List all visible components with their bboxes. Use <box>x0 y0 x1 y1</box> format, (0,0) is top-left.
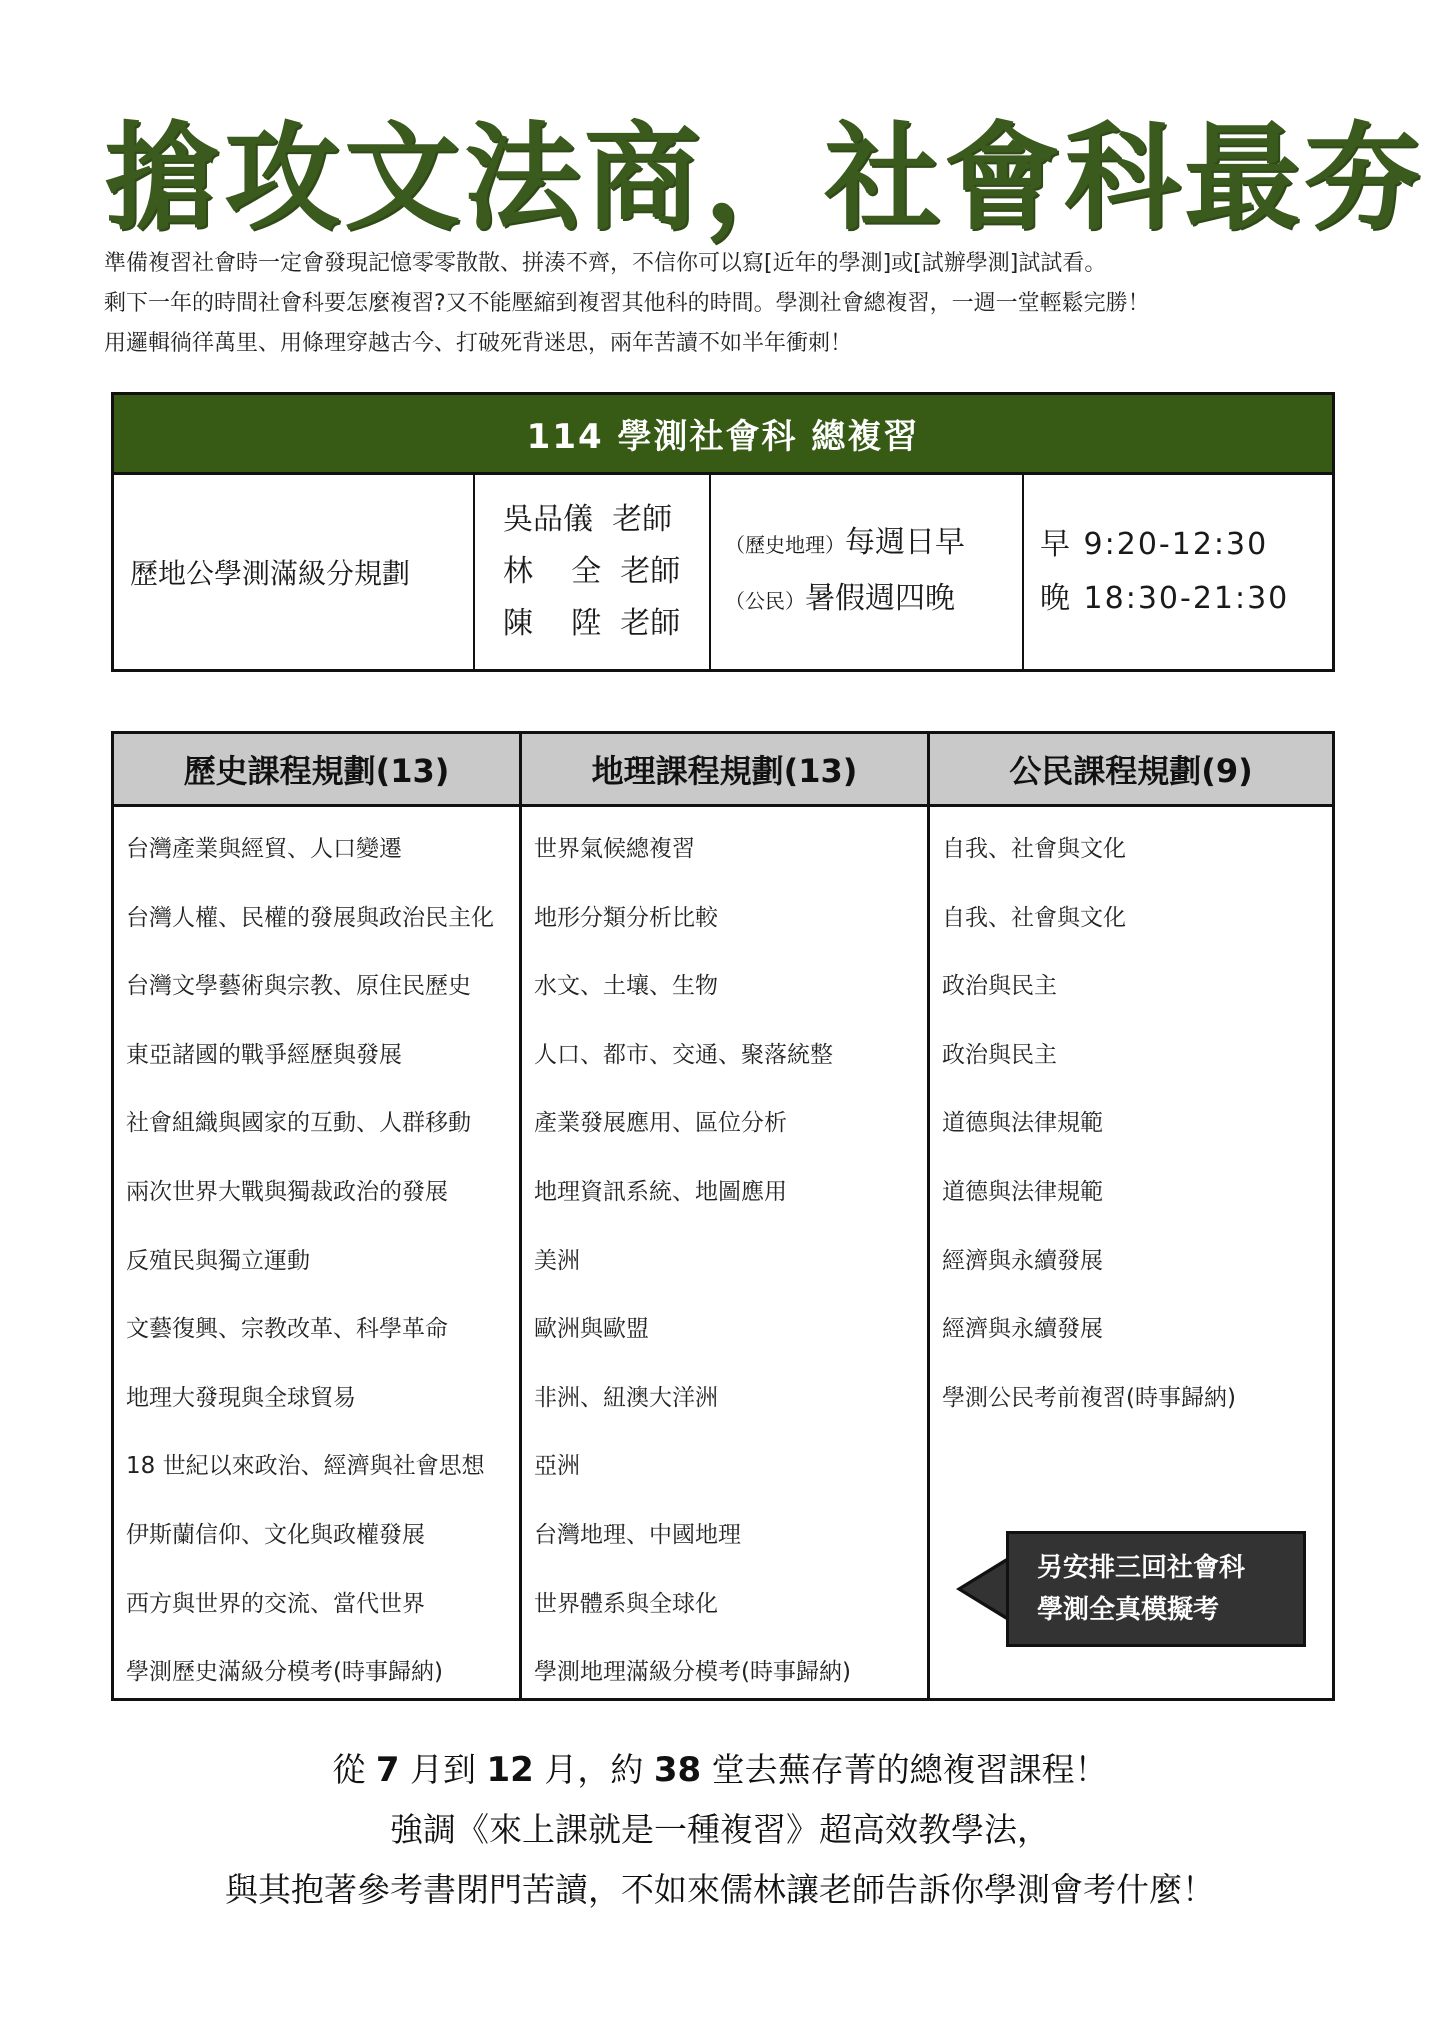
footer-text <box>0 1740 1440 1920</box>
course-item: 台灣產業與經貿、人口變遷 <box>126 836 402 862</box>
course-item: 學測公民考前複習(時事歸納) <box>942 1384 1236 1411</box>
course-item: 非洲、紐澳大洋洲 <box>534 1384 718 1411</box>
history-list <box>114 807 519 1707</box>
session-line <box>725 516 1022 572</box>
course-item: 學測歷史滿級分模考(時事歸納) <box>126 1659 443 1686</box>
program-name <box>114 475 475 669</box>
teacher-name: 陳 陞 老師 <box>503 606 681 641</box>
session-tag: （歷史地理） <box>725 533 845 557</box>
course-item: 兩次世界大戰與獨裁政治的發展 <box>126 1178 448 1205</box>
course-item: 世界氣候總複習 <box>534 836 695 862</box>
course-item: 台灣文學藝術與宗教、原住民歷史 <box>126 973 471 1000</box>
course-item: 西方與世界的交流、當代世界 <box>126 1590 425 1617</box>
footer-line-1 <box>0 1740 1440 1800</box>
intro-line: 用邏輯徜徉萬里、用條理穿越古今、打破死背迷思，兩年苦讀不如半年衝刺！ <box>104 331 853 356</box>
course-item: 歐洲與歐盟 <box>534 1316 649 1343</box>
civics-list <box>930 807 1332 1432</box>
footer-number: 7 <box>375 1750 400 1790</box>
session-day: 暑假週四晚 <box>805 581 955 616</box>
civics-header: 公民課程規劃(9) <box>930 734 1332 807</box>
footer-text-part: 月，約 <box>533 1750 654 1789</box>
session-day: 每週日早 <box>845 525 965 560</box>
callout-line: 另安排三回社會科 <box>1037 1553 1246 1583</box>
footer-number: 12 <box>486 1750 534 1790</box>
session-time: 晚 18:30-21:30 <box>1040 581 1290 616</box>
course-item: 產業發展應用、區位分析 <box>534 1110 787 1137</box>
session-tag: （公民） <box>725 589 805 613</box>
intro-line: 剩下一年的時間社會科要怎麼複習?又不能壓縮到複習其他科的時間。學測社會總複習，一週一堂輕鬆完勝！ <box>104 291 1150 316</box>
course-item: 台灣人權、民權的發展與政治民主化 <box>126 904 494 931</box>
course-item: 伊斯蘭信仰、文化與政權發展 <box>126 1521 425 1548</box>
course-item: 地理大發現與全球貿易 <box>126 1384 356 1411</box>
geography-list <box>522 807 927 1707</box>
footer-line-3: 與其抱著參考書閉門苦讀，不如來儒林讓老師告訴你學測會考什麼！ <box>225 1870 1215 1909</box>
teacher-name: 林 全 老師 <box>503 554 681 589</box>
session-line <box>725 572 1022 628</box>
mock-exam-callout <box>956 1531 1306 1647</box>
course-item: 自我、社會與文化 <box>942 836 1126 862</box>
course-item: 地形分類分析比較 <box>534 904 718 931</box>
history-header: 歷史課程規劃(13) <box>114 734 519 807</box>
course-item: 東亞諸國的戰爭經歷與發展 <box>126 1041 402 1068</box>
course-item: 經濟與永續發展 <box>942 1247 1103 1274</box>
course-item: 美洲 <box>534 1247 580 1274</box>
callout-arrow-fill <box>962 1561 1008 1617</box>
page-title: 搶攻文法商，社會科最夯 <box>104 110 1424 246</box>
course-item: 社會組織與國家的互動、人群移動 <box>126 1110 471 1137</box>
course-item: 反殖民與獨立運動 <box>126 1247 310 1274</box>
session-time: 早 9:20-12:30 <box>1040 527 1269 562</box>
callout-box <box>1006 1531 1306 1647</box>
intro-line: 準備複習社會時一定會發現記憶零零散散、拼湊不齊，不信你可以寫[近年的學測]或[試辦學測]試試看。 <box>104 251 1107 276</box>
intro-text <box>104 244 1354 364</box>
course-item: 亞洲 <box>534 1453 580 1480</box>
course-item: 道德與法律規範 <box>942 1110 1103 1137</box>
callout-line: 學測全真模擬考 <box>1037 1595 1220 1625</box>
footer-line-2: 強調《來上課就是一種複習》超高效教學法， <box>390 1810 1050 1849</box>
footer-text-part: 月到 <box>399 1750 487 1789</box>
course-item: 政治與民主 <box>942 973 1057 1000</box>
course-item: 人口、都市、交通、聚落統整 <box>534 1041 833 1068</box>
footer-text-part: 從 <box>332 1750 376 1789</box>
geography-column <box>522 734 930 1698</box>
course-item: 文藝復興、宗教改革、科學革命 <box>126 1316 448 1343</box>
course-item: 18 世紀以來政治、經濟與社會思想 <box>126 1453 485 1480</box>
session-days <box>711 475 1024 669</box>
course-item: 世界體系與全球化 <box>534 1590 718 1617</box>
course-item: 台灣地理、中國地理 <box>534 1521 741 1548</box>
schedule-table <box>111 392 1335 672</box>
course-item: 自我、社會與文化 <box>942 904 1126 931</box>
footer-text-part: 堂去蕪存菁的總複習課程！ <box>701 1750 1108 1789</box>
history-column <box>114 734 522 1698</box>
geography-header: 地理課程規劃(13) <box>522 734 927 807</box>
teacher-name: 吳品儀 老師 <box>503 502 673 537</box>
session-times <box>1024 475 1332 669</box>
teacher-list <box>475 475 711 669</box>
footer-number: 38 <box>653 1750 702 1790</box>
course-item: 水文、土壤、生物 <box>534 973 718 1000</box>
course-item: 地理資訊系統、地圖應用 <box>534 1178 787 1205</box>
course-item: 道德與法律規範 <box>942 1178 1103 1205</box>
program-label: 歷地公學測滿級分規劃 <box>130 557 411 590</box>
course-item: 政治與民主 <box>942 1041 1057 1068</box>
schedule-header: 114 學測社會科 總複習 <box>114 395 1332 475</box>
schedule-row <box>114 475 1332 669</box>
course-item: 經濟與永續發展 <box>942 1316 1103 1343</box>
course-item: 學測地理滿級分模考(時事歸納) <box>534 1659 851 1686</box>
